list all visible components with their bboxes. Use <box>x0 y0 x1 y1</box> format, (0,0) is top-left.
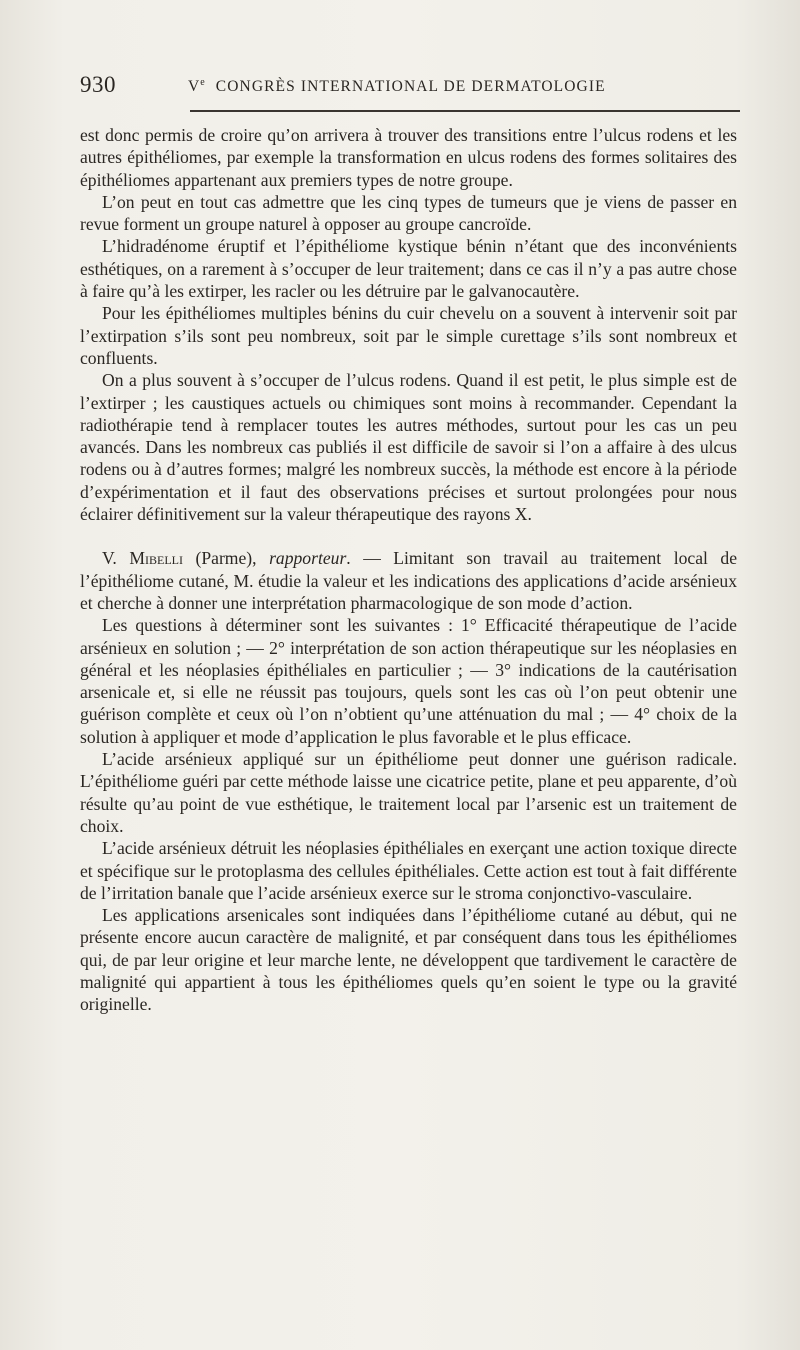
header-rule <box>190 110 740 112</box>
paragraph: Pour les épithéliomes multiples bénins du cuir chevelu on a souvent à intervenir soit par l’extirpation s’ils sont peu nombreux, soit par le simple curettage s’ils sont nombreux et confluents. <box>80 303 737 368</box>
paragraph: On a plus souvent à s’occuper de l’ulcus rodens. Quand il est petit, le plus simple est de l’extirper ; les caustiques actuels ou chimiques sont moins à recommander. Cependant la radiothérapie tend à remplacer toutes les autres méthodes, surtout pour les cas un peu avancés. Dans les nombreux cas publiés il est difficile de savoir si l’on a affaire à des ulcus rodens ou à d’autres formes; malgré les nombreux succès, la méthode est encore à la période d’expérimentation et il faut des observations précises et surtout prolongées pour nous éclairer définitivement sur la valeur thérapeutique des rayons X. <box>80 370 737 525</box>
running-title <box>188 77 606 96</box>
page-number: 930 <box>80 72 116 97</box>
paragraph: Les applications arsenicales sont indiquées dans l’épithéliome cutané au début, qui ne présente encore aucun caractère de malignité, et par conséquent dans tous les épithéliomes qui, de par leur origine et leur marche lente, ne développent que tardivement le caractère de malignité qui appartient à tous les épithéliomes quels qu’en soient le type ou la gravité originelle. <box>80 905 737 1015</box>
paragraph: Les questions à déterminer sont les suivantes : 1° Efficacité thérapeutique de l’acide arsénieux en solution ; — 2° interprétation de son action thérapeutique sur les néoplasies en général et les néoplasies épithéliales en particulier ; — 3° indications de la cautérisation arsenicale et, si elle ne réussit pas toujours, quels sont les cas où l’on peut obtenir une guérison complète et ceux où l’on n’obtient qu’une atténuation du mal ; — 4° choix de la solution à appliquer et mode d’application le plus favorable et le plus efficace. <box>80 615 737 747</box>
rapporteur-paragraph <box>80 547 737 614</box>
volume-roman: V <box>188 78 201 96</box>
congress-title: CONGRÈS INTERNATIONAL DE DERMATOLOGIE <box>215 78 606 96</box>
volume-roman-suffix: e <box>200 77 206 88</box>
author-city: (Parme), <box>182 548 270 569</box>
rapporteur-summary: . — Limitant son travail au traitement local de l’épithéliome cutané, M. étudie la valeur et les indications des applications d’acide arsénieux et cherche à donner une interprétation pharmacologique de son mode d’action. <box>80 548 737 613</box>
paragraph: L’acide arsénieux appliqué sur un épithéliome peut donner une guérison radicale. L’épithéliome guéri par cette méthode laisse une cicatrice petite, plane et peu apparente, d’où résulte qu’au point de vue esthétique, le traitement local par l’arsenic est un traitement de choix. <box>80 749 737 836</box>
author-initial: V. <box>102 548 130 569</box>
body-text <box>80 124 737 1016</box>
author-role: rapporteur <box>269 548 347 569</box>
paragraph: L’hidradénome éruptif et l’épithéliome kystique bénin n’étant que des inconvénients esthétiques, on a rarement à s’occuper de leur traitement; dans ce cas il n’y a pas autre chose à faire qu’à les extirper, les racler ou les détruire par le galvanocautère. <box>80 236 737 302</box>
running-header <box>80 70 740 100</box>
paragraph: L’acide arsénieux détruit les néoplasies épithéliales en exerçant une action toxique directe et spécifique sur le protoplasma des cellules épithéliales. Cette action est tout à fait différente de l’irritation banale que l’acide arsénieux exerce sur le stroma conjonctivo-vasculaire. <box>80 838 737 903</box>
paragraph-continuation: est donc permis de croire qu’on arrivera à trouver des transitions entre l’ulcus rodens et les autres épithéliomes, par exemple la transformation en ulcus rodens des formes solitaires des épithéliomes appartenant aux premiers types de notre groupe. <box>80 125 737 190</box>
author-name: Mibelli <box>129 548 183 569</box>
paragraph: L’on peut en tout cas admettre que les cinq types de tumeurs que je viens de passer en revue forment un groupe naturel à opposer au groupe cancroïde. <box>80 191 737 235</box>
